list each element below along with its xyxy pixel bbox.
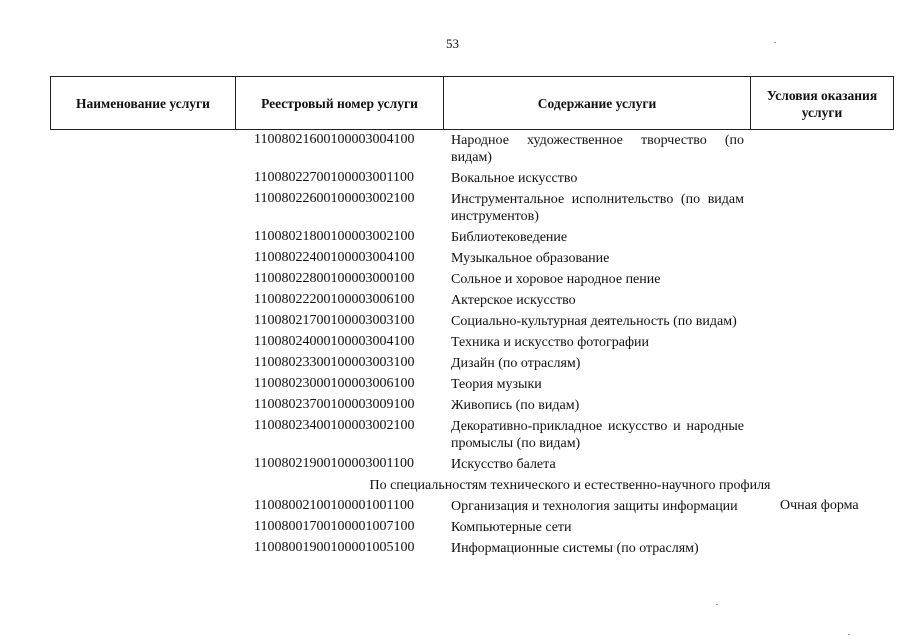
service-description: Народное художественное творчество (по видам) <box>451 133 744 165</box>
service-description: Техника и искусство фотографии <box>451 335 650 350</box>
table-row <box>0 291 905 312</box>
table-row <box>0 333 905 354</box>
table-row <box>0 270 905 291</box>
service-description: Компьютерные сети <box>451 520 572 535</box>
service-description: Библиотековедение <box>451 230 568 245</box>
registry-code: 11008002100100001001100 <box>254 498 414 513</box>
service-description: Актерское искусство <box>451 293 576 308</box>
service-description: Инструментальное исполнительство (по видам инструментов) <box>451 192 744 224</box>
registry-code: 11008022800100003000100 <box>254 271 415 286</box>
service-description: Вокальное искусство <box>451 171 578 186</box>
registry-code: 11008023400100003002100 <box>254 418 415 433</box>
table-row <box>0 497 905 518</box>
table-row <box>0 169 905 190</box>
service-description: Искусство балета <box>451 457 556 472</box>
registry-code: 11008021600100003004100 <box>254 132 415 147</box>
table-row <box>0 190 905 228</box>
scan-speck <box>848 634 850 635</box>
service-description: Теория музыки <box>451 377 542 392</box>
scan-speck <box>774 42 776 43</box>
scan-speck <box>716 604 718 605</box>
header-registry-number: Реестровый номер услуги <box>236 77 444 130</box>
table-row <box>0 354 905 375</box>
registry-code: 11008022200100003006100 <box>254 292 415 307</box>
table-header <box>50 76 894 130</box>
registry-code: 11008023000100003006100 <box>254 376 415 391</box>
table-row <box>0 455 905 476</box>
service-condition: Очная форма <box>780 498 859 513</box>
registry-code: 11008001900100001005100 <box>254 540 415 555</box>
header-conditions: Условия оказания услуги <box>751 77 894 130</box>
registry-code: 11008024000100003004100 <box>254 334 415 349</box>
registry-code: 11008022700100003001100 <box>254 170 414 185</box>
registry-code: 11008023300100003003100 <box>254 355 415 370</box>
table-row <box>0 249 905 270</box>
service-description: Дизайн (по отраслям) <box>451 356 581 371</box>
registry-code: 11008023700100003009100 <box>254 397 415 412</box>
page-number: 53 <box>446 36 459 51</box>
service-description: Сольное и хоровое народное пение <box>451 272 661 287</box>
table-body <box>0 131 905 560</box>
table-row <box>0 417 905 455</box>
header-service-name: Наименование услуги <box>51 77 236 130</box>
service-description: Декоративно-прикладное искусство и народные промыслы (по видам) <box>451 419 744 451</box>
table-row <box>0 312 905 333</box>
table-row <box>0 518 905 539</box>
table-row <box>0 396 905 417</box>
table-row <box>0 375 905 396</box>
registry-code: 11008001700100001007100 <box>254 519 415 534</box>
header-service-content: Содержание услуги <box>444 77 751 130</box>
service-description: Социально-культурная деятельность (по видам) <box>451 314 737 329</box>
service-description: Музыкальное образование <box>451 251 610 266</box>
section-heading: По специальностям технического и естественно-научного профиля <box>369 478 771 493</box>
registry-code: 11008021800100003002100 <box>254 229 415 244</box>
registry-code: 11008021900100003001100 <box>254 456 414 471</box>
registry-code: 11008021700100003003100 <box>254 313 415 328</box>
service-description: Живопись (по видам) <box>451 398 580 413</box>
registry-code: 11008022400100003004100 <box>254 250 415 265</box>
service-description: Информационные системы (по отраслям) <box>451 541 699 556</box>
table-row <box>0 539 905 560</box>
table-row <box>0 228 905 249</box>
table-row <box>0 131 905 169</box>
service-description: Организация и технология защиты информации <box>451 499 738 514</box>
registry-code: 11008022600100003002100 <box>254 191 415 206</box>
